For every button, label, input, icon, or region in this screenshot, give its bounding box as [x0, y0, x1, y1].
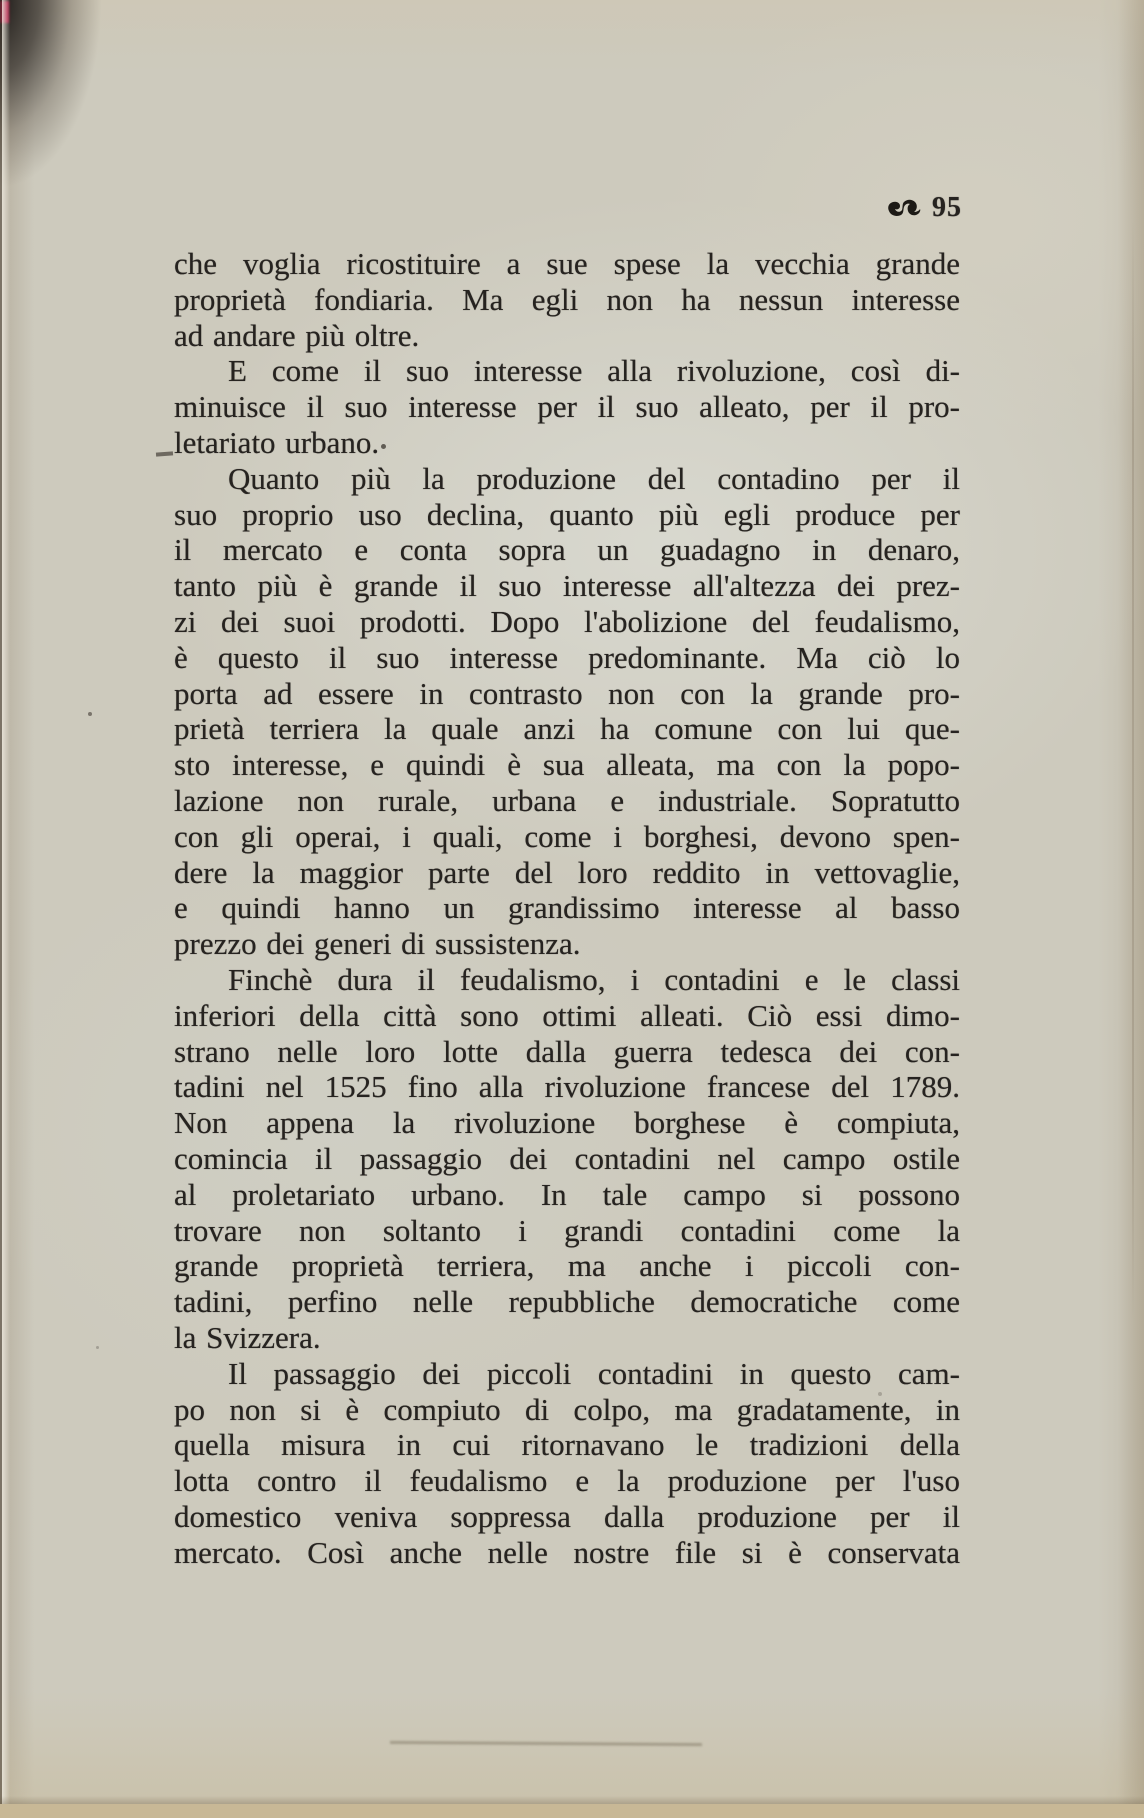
text-line: tadini nel 1525 fino alla rivoluzione francese del 1789. [174, 1069, 960, 1105]
text-line: comincia il passaggio dei contadini nel campo ostile [174, 1140, 960, 1176]
text-line: minuisce il suo interesse per il suo alleato, per il pro- [174, 389, 960, 425]
text-line: letariato urbano. [174, 424, 380, 460]
page-right-shadow [1118, 0, 1144, 1818]
paragraph [174, 962, 960, 1356]
text-line: trovare non soltanto i grandi contadini come la [174, 1212, 960, 1248]
text-line: con gli operai, i quali, come i borghesi, devono spen- [174, 818, 960, 854]
text-line: dere la maggior parte del loro reddito in vettovaglie, [174, 854, 960, 890]
text-line: tadini, perfino nelle repubbliche democratiche come [174, 1284, 960, 1320]
scan-corner-shadow [0, 0, 150, 260]
page-right-crease [1132, 220, 1134, 1320]
paper-speck [96, 1346, 99, 1349]
text-line: sto interesse, e quindi è sua alleata, ma con la popo- [174, 747, 960, 783]
text-line: suo proprio uso declina, quanto più egli produce per [174, 496, 960, 532]
text-line: grande proprietà terriera, ma anche i piccoli con- [174, 1248, 960, 1284]
text-line: è questo il suo interesse predominante. Ma ciò lo [174, 639, 960, 675]
paragraph [174, 1356, 960, 1571]
text-line: tanto più è grande il suo interesse all'altezza dei prez- [174, 568, 960, 604]
text-line: prezzo dei generi di sussistenza. [174, 926, 581, 962]
paragraph [174, 461, 960, 962]
text-line: prietà terriera la quale anzi ha comune con lui que- [174, 711, 960, 747]
floral-leaf-ornament-icon [886, 197, 922, 219]
text-line: Finchè dura il feudalismo, i contadini e le classi [228, 961, 960, 997]
text-line: domestico veniva soppressa dalla produzione per il [174, 1498, 960, 1534]
text-line: po non si è compiuto di colpo, ma gradatamente, in [174, 1391, 960, 1427]
text-line: Quanto più la produzione del contadino per il [228, 460, 960, 496]
text-line: lazione non rurale, urbana e industriale. Sopratutto [174, 782, 960, 818]
paragraph [174, 353, 960, 460]
text-line: porta ad essere in contrasto non con la grande pro- [174, 675, 960, 711]
text-line: che voglia ricostituire a sue spese la vecchia grande [174, 246, 960, 281]
stray-dash-mark [156, 451, 173, 456]
text-line: lotta contro il feudalismo e la produzione per l'uso [174, 1463, 960, 1499]
text-line: proprietà fondiaria. Ma egli non ha nessun interesse [174, 281, 960, 317]
text-line: Non appena la rivoluzione borghese è compiuta, [174, 1105, 960, 1141]
text-line: e quindi hanno un grandissimo interesse al basso [174, 890, 960, 926]
page-header [886, 193, 962, 223]
faint-pencil-line [390, 1741, 702, 1746]
text-line: strano nelle loro lotte dalla guerra tedesca dei con- [174, 1033, 960, 1069]
paper-speck [88, 712, 92, 716]
text-line: quella misura in cui ritornavano le tradizioni della [174, 1427, 960, 1463]
text-line: al proletariato urbano. In tale campo si possono [174, 1176, 960, 1212]
paragraph [174, 246, 960, 353]
text-line: ad andare più oltre. [174, 317, 420, 353]
text-line: E come il suo interesse alla rivoluzione, così di- [228, 353, 960, 389]
text-line: la Svizzera. [174, 1319, 321, 1355]
text-line: il mercato e conta sopra un guadagno in denaro, [174, 532, 960, 568]
page-bottom-edge [0, 1804, 1144, 1818]
text-line: mercato. Così anche nelle nostre file si è conservata [174, 1534, 960, 1570]
text-line: inferiori della città sono ottimi alleati. Ciò essi dimo- [174, 997, 960, 1033]
page-number: 95 [932, 192, 962, 223]
text-line: Il passaggio dei piccoli contadini in questo cam- [228, 1355, 960, 1391]
text-line: zi dei suoi prodotti. Dopo l'abolizione del feudalismo, [174, 603, 960, 639]
page-left-highlight [2, 0, 10, 1818]
text-body [174, 246, 960, 1570]
